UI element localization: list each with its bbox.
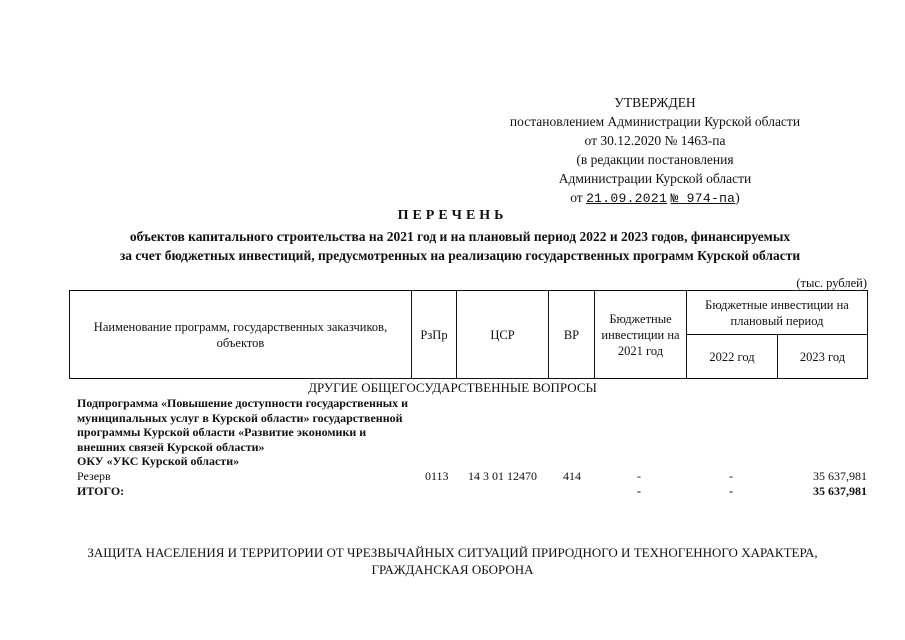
customer-name: ОКУ «УКС Курской области» [77, 454, 240, 468]
document-subtitle [60, 227, 860, 265]
program-description: Подпрограмма «Повышение доступности государственных и муниципальных услуг в Курской области» государственной программы Курской области «Развитие экономики и внешних связей Курской области» [77, 396, 409, 454]
row-2023: 35 637,981 [813, 483, 867, 498]
approval-block [470, 93, 840, 208]
header-csr: ЦСР [457, 291, 549, 379]
date-suffix: ) [735, 190, 740, 205]
subtitle-line: объектов капитального строительства на 2021 год и на плановый период 2022 и 2023 годов, финансируемых [129, 229, 791, 244]
approval-line: от 30.12.2020 № 1463-па [584, 133, 726, 148]
date-prefix: от [570, 190, 583, 205]
row-name: Резерв [77, 468, 111, 483]
row-rzpr: 0113 [425, 468, 449, 483]
table-row-total [77, 484, 867, 499]
header-invest-plan: Бюджетные инвестиции на плановый период [687, 291, 868, 335]
units-label: (тыс. рублей) [796, 276, 867, 290]
approval-line: (в редакции постановления [576, 152, 734, 167]
header-vr: ВР [549, 291, 595, 379]
header-2023: 2023 год [778, 335, 868, 379]
row-2023: 35 637,981 [813, 468, 867, 483]
header-invest-2021: Бюджетные инвестиции на 2021 год [595, 291, 687, 379]
subtitle-line: за счет бюджетных инвестиций, предусмотренных на реализацию государственных программ Курской области [119, 248, 801, 263]
header-2022: 2022 год [687, 335, 778, 379]
table-body [77, 396, 867, 499]
amendment-number: № 974-па [670, 191, 736, 206]
row-vr: 414 [563, 468, 581, 483]
next-section-title [60, 544, 845, 578]
footer-line: ЗАЩИТА НАСЕЛЕНИЯ И ТЕРРИТОРИИ ОТ ЧРЕЗВЫЧАЙНЫХ СИТУАЦИЙ ПРИРОДНОГО И ТЕХНОГЕННОГО ХАРАКТЕРА, [87, 545, 818, 560]
header-name: Наименование программ, государственных заказчиков, объектов [70, 291, 412, 379]
approval-line: постановлением Администрации Курской области [509, 114, 801, 129]
document-title: ПЕРЕЧЕНЬ [397, 208, 508, 223]
row-2022: - [729, 483, 733, 498]
approval-line: Администрации Курской области [558, 171, 752, 186]
amendment-date: 21.09.2021 [586, 191, 668, 206]
row-csr: 14 3 01 12470 [468, 468, 537, 483]
row-2021: - [637, 483, 641, 498]
row-2021: - [637, 468, 641, 483]
approval-title: УТВЕРЖДЕН [614, 95, 696, 110]
table-row [77, 469, 867, 484]
row-name: ИТОГО: [77, 483, 125, 498]
table-header [69, 290, 868, 379]
row-2022: - [729, 468, 733, 483]
section-title: ДРУГИЕ ОБЩЕГОСУДАРСТВЕННЫЕ ВОПРОСЫ [308, 380, 597, 395]
footer-line: ГРАЖДАНСКАЯ ОБОРОНА [371, 562, 534, 577]
header-rzpr: РзПр [412, 291, 457, 379]
approval-date-line [470, 188, 840, 208]
